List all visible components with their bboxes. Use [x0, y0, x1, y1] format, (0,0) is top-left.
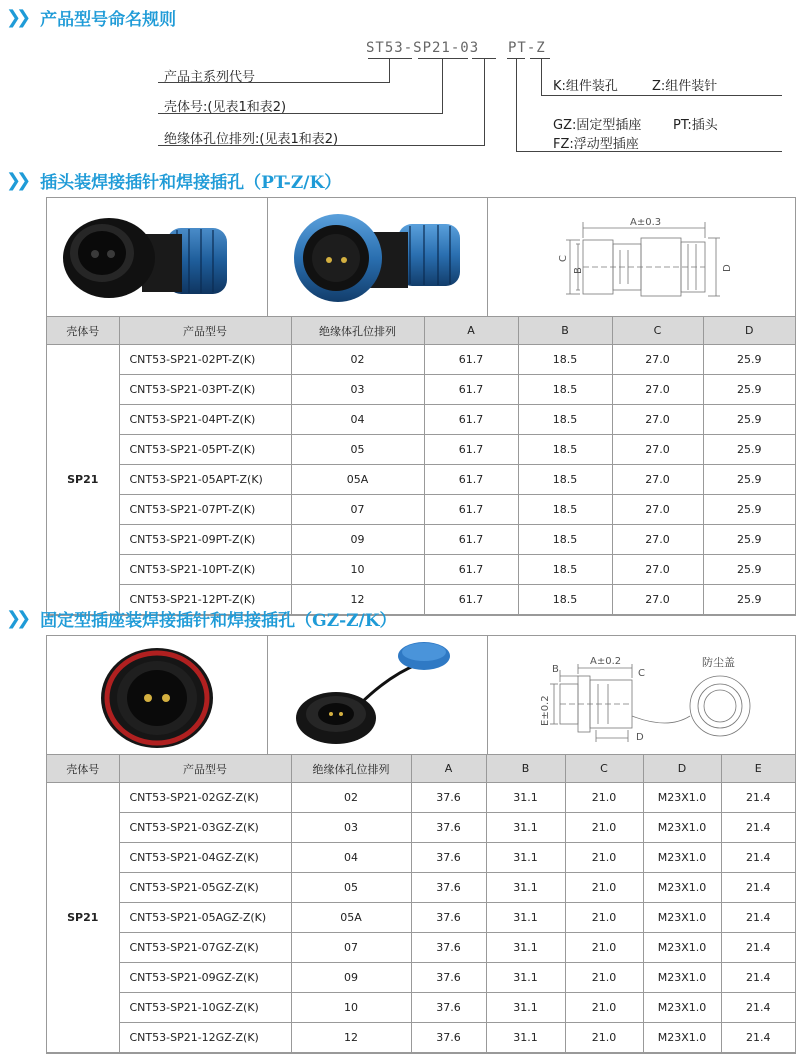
table-cell: 25.9 [703, 555, 795, 585]
model-number-cell: CNT53-SP21-04PT-Z(K) [119, 405, 291, 435]
dim-b-label: B [573, 267, 585, 274]
label-shell-number: 壳体号:(见表1和表2) [164, 100, 287, 115]
table-row [47, 405, 795, 435]
table-cell: 31.1 [486, 1023, 565, 1053]
table-cell: 61.7 [424, 435, 518, 465]
model-number-cell: CNT53-SP21-04GZ-Z(K) [119, 843, 291, 873]
table-cell: 27.0 [612, 405, 703, 435]
table-cell: 61.7 [424, 555, 518, 585]
table-cell: 27.0 [612, 495, 703, 525]
section-heading-receptacle [6, 605, 397, 631]
table-cell: M23X1.0 [643, 783, 721, 813]
table-row [47, 963, 795, 993]
receptacle-with-dust-cap-photo [268, 636, 489, 754]
column-header: C [565, 755, 643, 783]
table-cell: 31.1 [486, 933, 565, 963]
table-cell: 21.0 [565, 993, 643, 1023]
product-image-row [47, 198, 795, 317]
dim-e-label: E±0.2 [540, 695, 552, 726]
receptacle-dimension-drawing [488, 636, 795, 754]
table-cell: 21.4 [721, 843, 795, 873]
naming-rule-diagram [0, 32, 800, 162]
table-cell: 25.9 [703, 495, 795, 525]
table-cell: 31.1 [486, 903, 565, 933]
table-cell: 61.7 [424, 495, 518, 525]
table-row [47, 843, 795, 873]
table-cell: 07 [291, 495, 424, 525]
label-series-code: 产品主系列代号 [164, 70, 256, 85]
table-row [47, 813, 795, 843]
model-number-cell: CNT53-SP21-05PT-Z(K) [119, 435, 291, 465]
receptacle-spec-table [46, 635, 796, 1054]
dim-c-label: C [558, 255, 570, 262]
section-title: 产品型号命名规则 [40, 9, 177, 30]
shell-number-cell: SP21 [47, 345, 119, 615]
column-header: 壳体号 [47, 755, 119, 783]
column-header: B [486, 755, 565, 783]
table-cell: 18.5 [518, 435, 612, 465]
model-number-cell: CNT53-SP21-07PT-Z(K) [119, 495, 291, 525]
product-image-row [47, 636, 795, 755]
table-cell: 37.6 [411, 843, 486, 873]
table-cell: 21.4 [721, 1023, 795, 1053]
table-cell: 21.0 [565, 873, 643, 903]
table-cell: M23X1.0 [643, 933, 721, 963]
table-cell: 10 [291, 555, 424, 585]
shell-number-cell: SP21 [47, 783, 119, 1053]
table-cell: 37.6 [411, 1023, 486, 1053]
table-cell: 10 [291, 993, 411, 1023]
dust-cap-label: 防尘盖 [702, 656, 736, 669]
table-cell: 37.6 [411, 903, 486, 933]
table-cell: 25.9 [703, 345, 795, 375]
table-cell: 21.4 [721, 993, 795, 1023]
model-number-cell: CNT53-SP21-12GZ-Z(K) [119, 1023, 291, 1053]
model-number-cell: CNT53-SP21-03GZ-Z(K) [119, 813, 291, 843]
table-cell: 18.5 [518, 345, 612, 375]
table-cell: M23X1.0 [643, 813, 721, 843]
model-number-cell: CNT53-SP21-07GZ-Z(K) [119, 933, 291, 963]
table-cell: 18.5 [518, 525, 612, 555]
column-header: 产品型号 [119, 317, 291, 345]
dim-a-label: A±0.3 [630, 217, 662, 228]
column-header: A [411, 755, 486, 783]
table-row [47, 903, 795, 933]
column-header: A [424, 317, 518, 345]
table-cell: 12 [291, 585, 424, 615]
dim-b-label: B [552, 664, 560, 675]
table-row [47, 783, 795, 813]
table-cell: 31.1 [486, 783, 565, 813]
table-cell: 09 [291, 525, 424, 555]
table-cell: 21.4 [721, 903, 795, 933]
table-cell: 37.6 [411, 783, 486, 813]
table-row [47, 495, 795, 525]
table-cell: 21.0 [565, 933, 643, 963]
table-row [47, 555, 795, 585]
table-cell: 04 [291, 405, 424, 435]
chevron-right-icon: ❯❯ [6, 607, 27, 629]
table-cell: M23X1.0 [643, 843, 721, 873]
table-row [47, 933, 795, 963]
model-number-cell: CNT53-SP21-05AGZ-Z(K) [119, 903, 291, 933]
table-cell: M23X1.0 [643, 903, 721, 933]
table-cell: 25.9 [703, 585, 795, 615]
column-header: E [721, 755, 795, 783]
table-row [47, 375, 795, 405]
table-cell: 18.5 [518, 555, 612, 585]
table-cell: M23X1.0 [643, 963, 721, 993]
table-cell: 25.9 [703, 435, 795, 465]
table-row [47, 873, 795, 903]
table-cell: 21.0 [565, 843, 643, 873]
section-heading-naming [6, 4, 176, 30]
dim-d-label: D [722, 264, 734, 272]
plug-dimension-drawing [488, 198, 795, 316]
table-cell: 61.7 [424, 465, 518, 495]
table-cell: 31.1 [486, 993, 565, 1023]
dim-a-label: A±0.2 [590, 656, 622, 667]
table-cell: 37.6 [411, 873, 486, 903]
table-row [47, 465, 795, 495]
table-cell: 03 [291, 375, 424, 405]
label-contact-k: K:组件装孔 [553, 79, 618, 94]
plug-spec-data [47, 317, 795, 615]
model-number-cell: CNT53-SP21-10PT-Z(K) [119, 555, 291, 585]
label-insulator-arrangement: 绝缘体孔位排列:(见表1和表2) [164, 132, 339, 147]
table-cell: 31.1 [486, 963, 565, 993]
column-header: C [612, 317, 703, 345]
plug-photo-pin-face [268, 198, 489, 316]
table-row [47, 345, 795, 375]
receptacle-spec-data [47, 755, 795, 1053]
table-cell: 27.0 [612, 345, 703, 375]
label-type-fz: FZ:浮动型插座 [553, 137, 639, 152]
table-cell: 37.6 [411, 963, 486, 993]
column-header: B [518, 317, 612, 345]
table-cell: 05A [291, 903, 411, 933]
table-row [47, 993, 795, 1023]
table-cell: 05A [291, 465, 424, 495]
section-title: 插头装焊接插针和焊接插孔（PT-Z/K） [40, 172, 342, 193]
table-cell: 18.5 [518, 405, 612, 435]
table-cell: 27.0 [612, 435, 703, 465]
column-header: D [643, 755, 721, 783]
table-cell: 03 [291, 813, 411, 843]
table-cell: 05 [291, 873, 411, 903]
table-cell: M23X1.0 [643, 1023, 721, 1053]
model-number-cell: CNT53-SP21-03PT-Z(K) [119, 375, 291, 405]
table-cell: 37.6 [411, 933, 486, 963]
table-cell: 61.7 [424, 375, 518, 405]
model-number-cell: CNT53-SP21-02PT-Z(K) [119, 345, 291, 375]
chevron-right-icon: ❯❯ [6, 169, 27, 191]
table-cell: 37.6 [411, 813, 486, 843]
label-contact-z: Z:组件装针 [652, 79, 718, 94]
table-cell: 21.4 [721, 873, 795, 903]
column-header: 产品型号 [119, 755, 291, 783]
table-cell: 21.4 [721, 933, 795, 963]
table-cell: 21.0 [565, 1023, 643, 1053]
table-cell: 31.1 [486, 873, 565, 903]
table-cell: 09 [291, 963, 411, 993]
section-heading-plug [6, 167, 341, 193]
table-cell: 04 [291, 843, 411, 873]
receptacle-photo [47, 636, 268, 754]
table-cell: 21.4 [721, 963, 795, 993]
label-type-gz: GZ:固定型插座 [553, 118, 642, 133]
table-cell: 27.0 [612, 525, 703, 555]
table-cell: M23X1.0 [643, 873, 721, 903]
table-cell: 61.7 [424, 405, 518, 435]
table-cell: 61.7 [424, 585, 518, 615]
column-header: 绝缘体孔位排列 [291, 317, 424, 345]
table-cell: 61.7 [424, 345, 518, 375]
table-cell: 27.0 [612, 375, 703, 405]
table-cell: 02 [291, 345, 424, 375]
column-header: D [703, 317, 795, 345]
table-cell: 18.5 [518, 375, 612, 405]
table-cell: 27.0 [612, 555, 703, 585]
model-number-cell: CNT53-SP21-02GZ-Z(K) [119, 783, 291, 813]
table-row [47, 1023, 795, 1053]
table-cell: 18.5 [518, 495, 612, 525]
table-cell: M23X1.0 [643, 993, 721, 1023]
label-type-pt: PT:插头 [673, 118, 718, 133]
table-cell: 21.4 [721, 813, 795, 843]
table-cell: 25.9 [703, 525, 795, 555]
table-cell: 31.1 [486, 843, 565, 873]
dim-c-label: C [638, 668, 646, 679]
model-number-cell: CNT53-SP21-09PT-Z(K) [119, 525, 291, 555]
table-cell: 12 [291, 1023, 411, 1053]
plug-spec-table [46, 197, 796, 616]
table-cell: 07 [291, 933, 411, 963]
table-cell: 27.0 [612, 585, 703, 615]
chevron-right-icon: ❯❯ [6, 6, 27, 28]
table-cell: 27.0 [612, 465, 703, 495]
table-cell: 21.0 [565, 963, 643, 993]
model-number-cell: CNT53-SP21-09GZ-Z(K) [119, 963, 291, 993]
table-cell: 37.6 [411, 993, 486, 1023]
dim-d-label: D [636, 732, 645, 743]
model-number-cell: CNT53-SP21-10GZ-Z(K) [119, 993, 291, 1023]
column-header: 壳体号 [47, 317, 119, 345]
table-cell: 25.9 [703, 465, 795, 495]
table-cell: 05 [291, 435, 424, 465]
plug-photo-socket-face [47, 198, 268, 316]
model-number-cell: CNT53-SP21-05APT-Z(K) [119, 465, 291, 495]
model-number-cell: CNT53-SP21-05GZ-Z(K) [119, 873, 291, 903]
table-cell: 21.0 [565, 783, 643, 813]
table-row [47, 525, 795, 555]
model-number-cell: CNT53-SP21-12PT-Z(K) [119, 585, 291, 615]
section-title: 固定型插座装焊接插针和焊接插孔（GZ-Z/K） [40, 610, 397, 631]
model-code-prefix: ST53-SP21-03 [366, 40, 480, 56]
table-cell: 25.9 [703, 375, 795, 405]
table-cell: 18.5 [518, 465, 612, 495]
table-cell: 02 [291, 783, 411, 813]
table-row [47, 435, 795, 465]
table-cell: 18.5 [518, 585, 612, 615]
table-cell: 25.9 [703, 405, 795, 435]
model-code-suffix: PT-Z [508, 40, 546, 56]
table-cell: 21.4 [721, 783, 795, 813]
table-cell: 21.0 [565, 813, 643, 843]
table-cell: 21.0 [565, 903, 643, 933]
table-cell: 61.7 [424, 525, 518, 555]
column-header: 绝缘体孔位排列 [291, 755, 411, 783]
table-cell: 31.1 [486, 813, 565, 843]
